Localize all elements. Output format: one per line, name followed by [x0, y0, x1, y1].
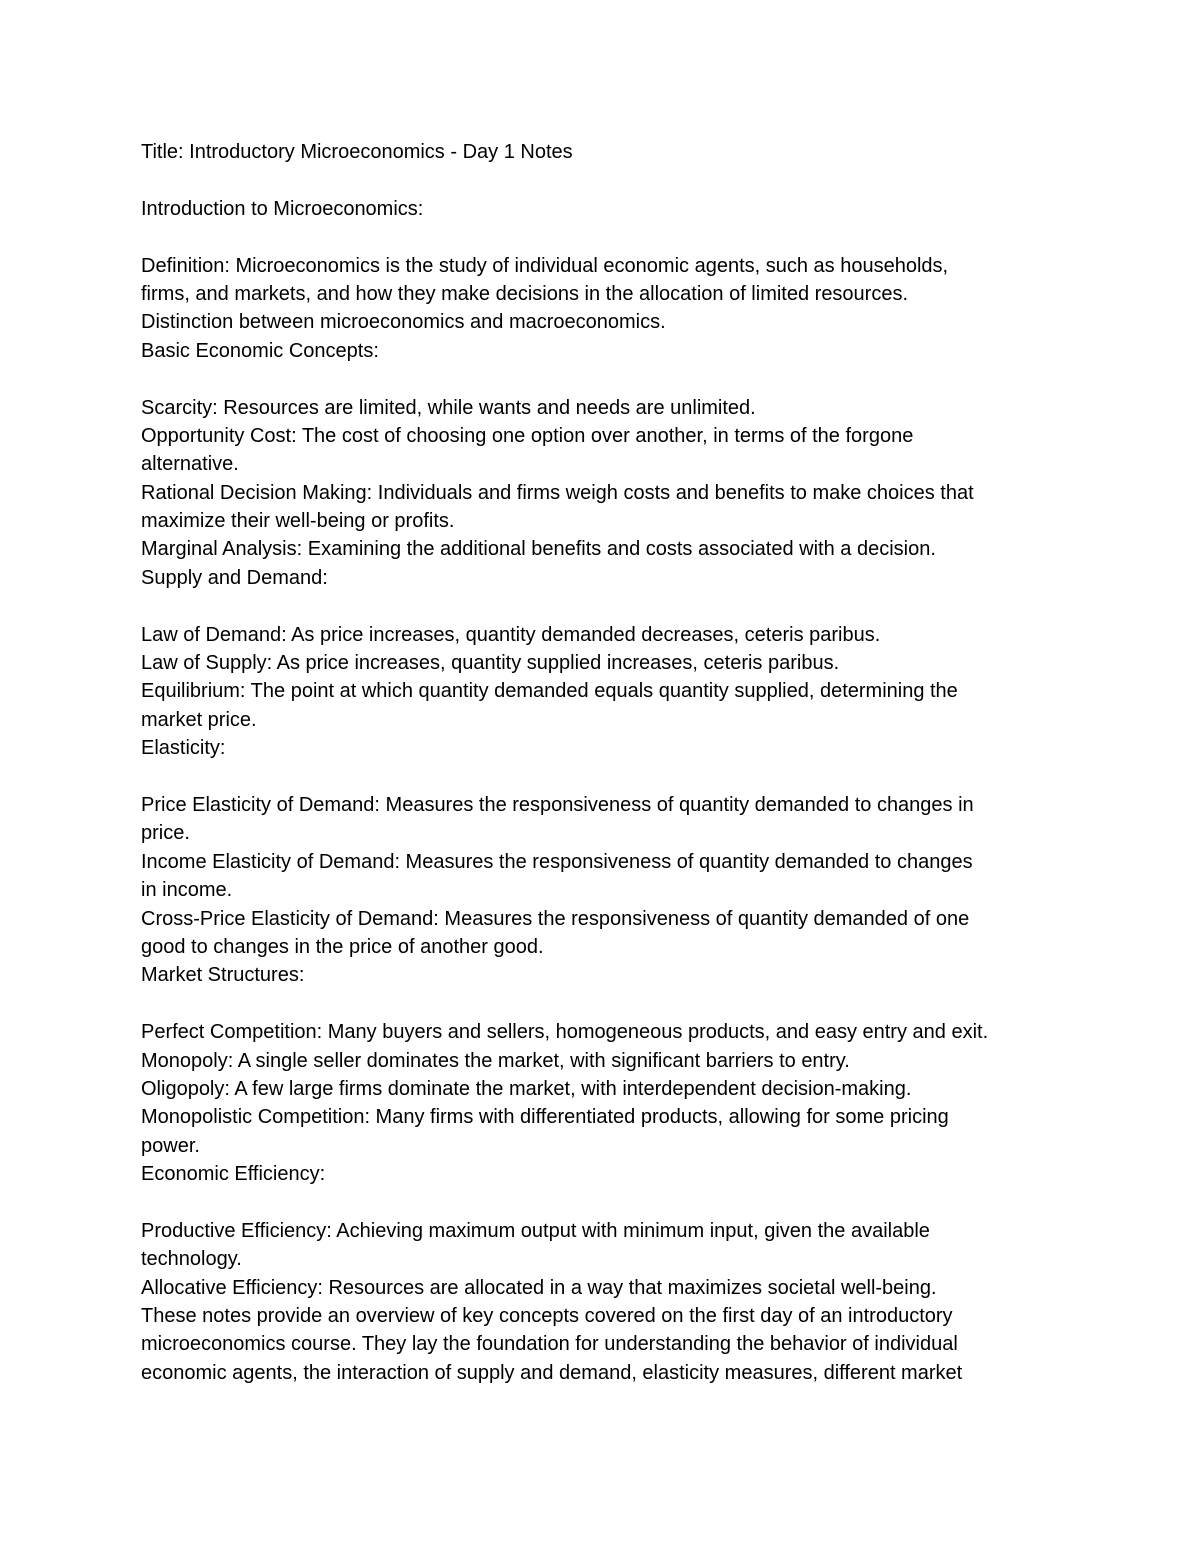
text-line: market price. — [141, 708, 257, 731]
text-line: maximize their well-being or profits. — [141, 510, 455, 533]
text-line: power. — [141, 1134, 200, 1157]
text-line: good to changes in the price of another good. — [141, 935, 544, 958]
text-line: Scarcity: Resources are limited, while wants and needs are unlimited. — [141, 396, 756, 419]
text-line: Economic Efficiency: — [141, 1163, 326, 1186]
blank-line — [141, 223, 1071, 251]
text-line: These notes provide an overview of key concepts covered on the first day of an introductory — [141, 1305, 953, 1328]
text-line: Allocative Efficiency: Resources are allocated in a way that maximizes societal well-being. — [141, 1276, 937, 1299]
text-line: Equilibrium: The point at which quantity demanded equals quantity supplied, determining the — [141, 680, 958, 703]
text-line: Distinction between microeconomics and macroeconomics. — [141, 311, 666, 334]
document-title: Title: Introductory Microeconomics - Day 1 Notes — [141, 141, 573, 163]
text-line: Oligopoly: A few large firms dominate the market, with interdependent decision-making. — [141, 1077, 912, 1100]
blank-line — [141, 365, 1071, 393]
text-line: technology. — [141, 1248, 242, 1271]
text-line: Income Elasticity of Demand: Measures the responsiveness of quantity demanded to changes — [141, 850, 973, 873]
blank-line — [141, 1188, 1071, 1216]
text-line: price. — [141, 822, 190, 845]
text-line: firms, and markets, and how they make decisions in the allocation of limited resources. — [141, 282, 909, 305]
text-line: Elasticity: — [141, 737, 226, 760]
text-line: Introduction to Microeconomics: — [141, 197, 424, 220]
text-line: Cross-Price Elasticity of Demand: Measures the responsiveness of quantity demanded of one — [141, 907, 970, 930]
text-line: Law of Demand: As price increases, quantity demanded decreases, ceteris paribus. — [141, 623, 881, 646]
text-line: Productive Efficiency: Achieving maximum output with minimum input, given the available — [141, 1219, 930, 1242]
text-line: Law of Supply: As price increases, quantity supplied increases, ceteris paribus. — [141, 652, 840, 675]
text-line: Market Structures: — [141, 964, 305, 987]
blank-line — [141, 763, 1071, 791]
text-line: alternative. — [141, 453, 239, 476]
text-line: Monopoly: A single seller dominates the market, with significant barriers to entry. — [141, 1049, 850, 1072]
text-line: in income. — [141, 879, 233, 902]
text-line: Price Elasticity of Demand: Measures the responsiveness of quantity demanded to changes in — [141, 793, 974, 816]
text-line: economic agents, the interaction of supply and demand, elasticity measures, different market — [141, 1361, 963, 1384]
text-line: Definition: Microeconomics is the study of individual economic agents, such as households, — [141, 254, 949, 277]
text-line: Basic Economic Concepts: — [141, 339, 379, 362]
blank-line — [141, 990, 1071, 1018]
text-line: Rational Decision Making: Individuals and firms weigh costs and benefits to make choices that — [141, 481, 974, 504]
document-body — [141, 166, 1071, 1387]
blank-line — [141, 166, 1071, 194]
text-line: Supply and Demand: — [141, 566, 328, 589]
text-line: microeconomics course. They lay the foundation for understanding the behavior of individual — [141, 1333, 958, 1356]
text-line: Perfect Competition: Many buyers and sellers, homogeneous products, and easy entry and exit. — [141, 1021, 989, 1044]
text-line: Marginal Analysis: Examining the additional benefits and costs associated with a decision. — [141, 538, 936, 561]
text-line: Monopolistic Competition: Many firms with differentiated products, allowing for some pricing — [141, 1106, 949, 1129]
text-line: Opportunity Cost: The cost of choosing one option over another, in terms of the forgone — [141, 424, 914, 447]
document-page — [141, 138, 1071, 1387]
blank-line — [141, 592, 1071, 620]
